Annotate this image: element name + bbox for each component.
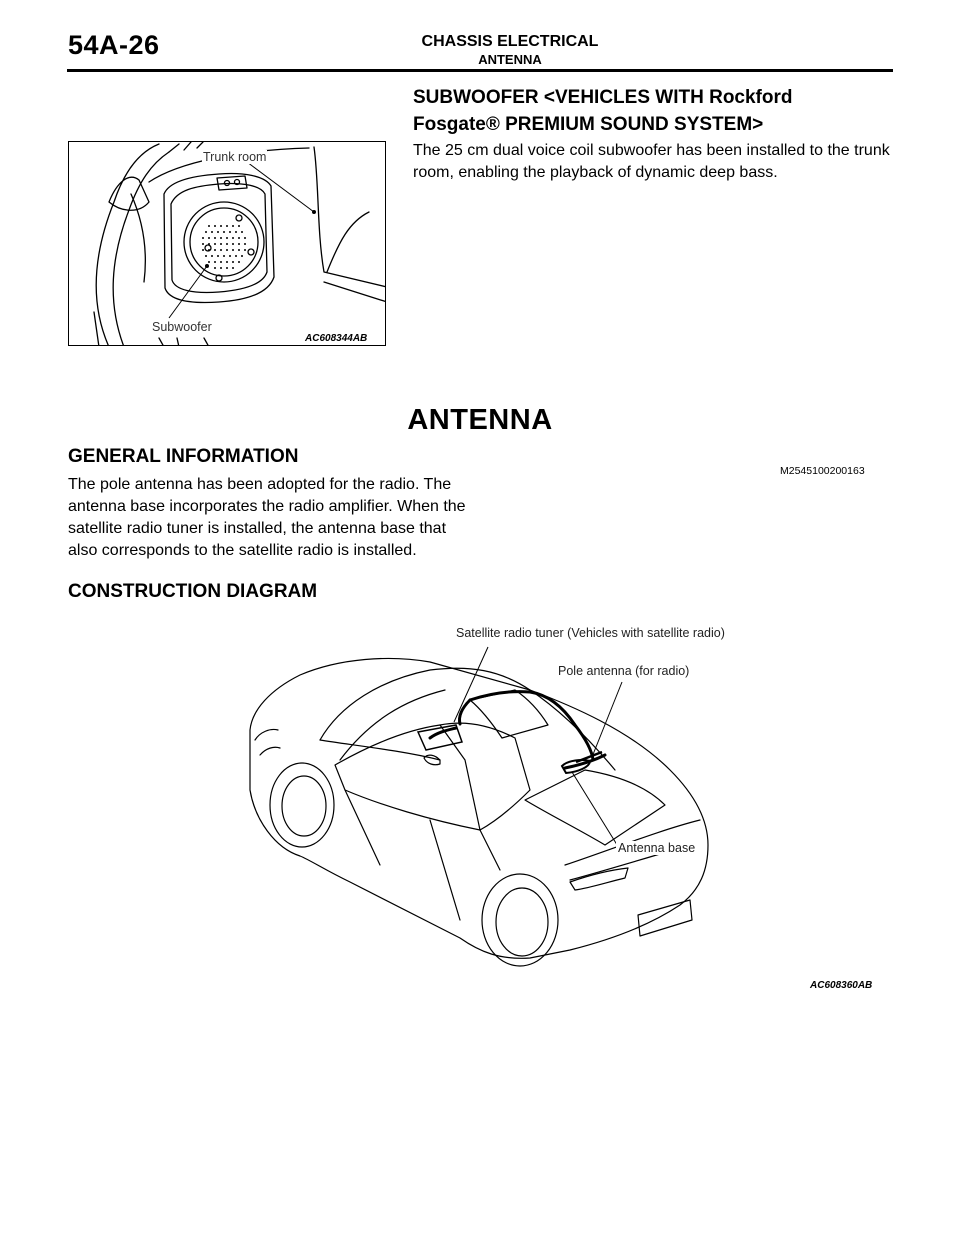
trunk-illustration [69, 142, 386, 346]
section-title: ANTENNA [407, 404, 553, 436]
trunk-room-label: Trunk room [203, 150, 267, 164]
document-code: M2545100200163 [780, 465, 865, 477]
satellite-tuner-label: Satellite radio tuner (Vehicles with satellite radio) [456, 626, 725, 640]
construction-diagram-title: CONSTRUCTION DIAGRAM [68, 581, 318, 602]
subwoofer-figure-code: AC608344AB [305, 333, 368, 344]
subwoofer-label: Subwoofer [152, 320, 212, 334]
header-subtitle: ANTENNA [478, 52, 542, 67]
subwoofer-heading-line1: SUBWOOFER <VEHICLES WITH Rockford [413, 87, 793, 108]
subwoofer-figure [68, 141, 386, 346]
header-titles [400, 33, 620, 69]
construction-diagram [230, 620, 730, 980]
page-number: 54A-26 [68, 30, 160, 60]
general-information-title: GENERAL INFORMATION [68, 446, 299, 467]
header-rule [67, 69, 893, 72]
subwoofer-body: The 25 cm dual voice coil subwoofer has been installed to the trunk room, enabling the playback of dynamic deep bass. [413, 142, 890, 181]
construction-diagram-code: AC608360AB [810, 980, 873, 991]
subwoofer-heading [413, 84, 883, 138]
pole-antenna-label: Pole antenna (for radio) [558, 664, 690, 678]
general-information-body: The pole antenna has been adopted for the radio. The antenna base incorporates the radio amplifier. When the satellite radio tuner is installed, the antenna base that also corresponds to the satellite radio is installed. [68, 476, 466, 559]
antenna-base-label: Antenna base [618, 841, 696, 855]
subwoofer-heading-line2: Fosgate® PREMIUM SOUND SYSTEM> [413, 114, 764, 135]
header-title: CHASSIS ELECTRICAL [421, 33, 599, 50]
